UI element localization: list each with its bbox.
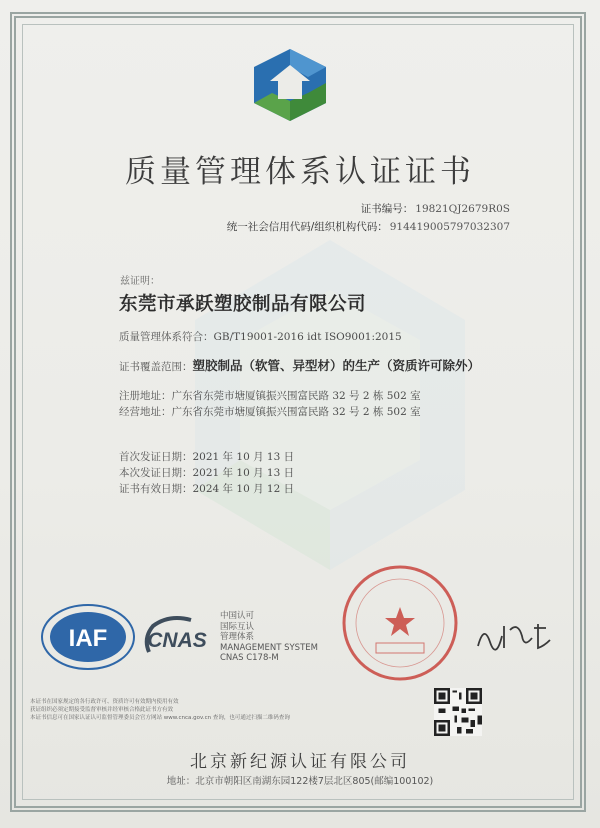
signature-icon (474, 618, 554, 654)
company-name: 东莞市承跃塑胶制品有限公司 (119, 294, 367, 315)
scope-label: 证书覆盖范围： (119, 361, 193, 373)
cnas-line-2: 国际互认 (220, 621, 255, 632)
certificate-number (361, 201, 510, 216)
iaf-logo-icon (40, 603, 136, 671)
registered-address-row (119, 388, 421, 403)
standard-value: GB/T19001-2016 idt ISO9001:2015 (213, 331, 402, 343)
company-seal-icon (340, 563, 460, 683)
qr-code-icon (434, 688, 482, 736)
first-date-value: 2021 年 10 月 13 日 (192, 451, 295, 463)
fine-print (30, 698, 400, 722)
issuer-address: 地址：北京市朝阳区南湖东园122楼7层北区805(邮编100102) (166, 776, 434, 787)
issuer-name: 北京新纪源认证有限公司 (190, 752, 410, 772)
hereby-label: 兹证明： (120, 276, 160, 287)
cnas-logo-icon (139, 614, 213, 662)
fine-print-line-2: 获证组织必须定期接受监督审核并经审核合格此证书方有效 (30, 707, 174, 713)
scope-row (119, 356, 480, 374)
credit-code (227, 219, 510, 234)
fine-print-line-1: 本证书在国家规定的各行政许可、资质许可有效期内使用有效 (30, 699, 179, 705)
first-issue-date-row (119, 449, 294, 464)
operating-address-row (119, 404, 421, 419)
valid-date-value: 2024 年 10 月 12 日 (192, 483, 295, 495)
cnas-text: CNAS (147, 629, 207, 652)
certification-logo-icon (250, 47, 330, 123)
credit-code-label: 统一社会信用代码/组织机构代码： (226, 221, 388, 233)
current-issue-date-row (119, 465, 294, 480)
iaf-text: IAF (68, 625, 108, 652)
scope-value: 塑胶制品（软管、异型材）的生产（资质许可除外） (192, 358, 481, 373)
this-date-label: 本次发证日期： (119, 467, 193, 479)
cert-no-label: 证书编号： (360, 203, 414, 215)
certificate-title: 质量管理体系认证证书 (125, 154, 475, 190)
cnas-line-4: MANAGEMENT SYSTEM (220, 642, 318, 653)
reg-addr-label: 注册地址： (119, 390, 172, 402)
op-addr-value: 广东省东莞市塘厦镇振兴围富民路 32 号 2 栋 502 室 (171, 406, 421, 418)
reg-addr-value: 广东省东莞市塘厦镇振兴围富民路 32 号 2 栋 502 室 (171, 390, 421, 402)
cnas-line-5: CNAS C178-M (220, 653, 279, 663)
cnas-line-3: 管理体系 (220, 632, 255, 642)
standard-label: 质量管理体系符合： (119, 331, 214, 343)
valid-date-label: 证书有效日期： (119, 483, 193, 495)
cnas-description (220, 611, 318, 664)
credit-code-value: 914419005797032307 (389, 221, 510, 233)
fine-print-line-3: 本证书信息可在国家认证认可监督管理委员会官方网站 www.cnca.gov.cn 查询，也可通过扫描二维码查询 (30, 715, 290, 721)
first-date-label: 首次发证日期： (119, 451, 193, 463)
cert-no-value: 19821QJ2679R0S (415, 203, 510, 215)
standard-row (119, 329, 402, 344)
cnas-line-1: 中国认可 (220, 611, 255, 621)
valid-until-row (119, 481, 294, 496)
op-addr-label: 经营地址： (119, 406, 172, 418)
this-date-value: 2021 年 10 月 13 日 (192, 467, 295, 479)
